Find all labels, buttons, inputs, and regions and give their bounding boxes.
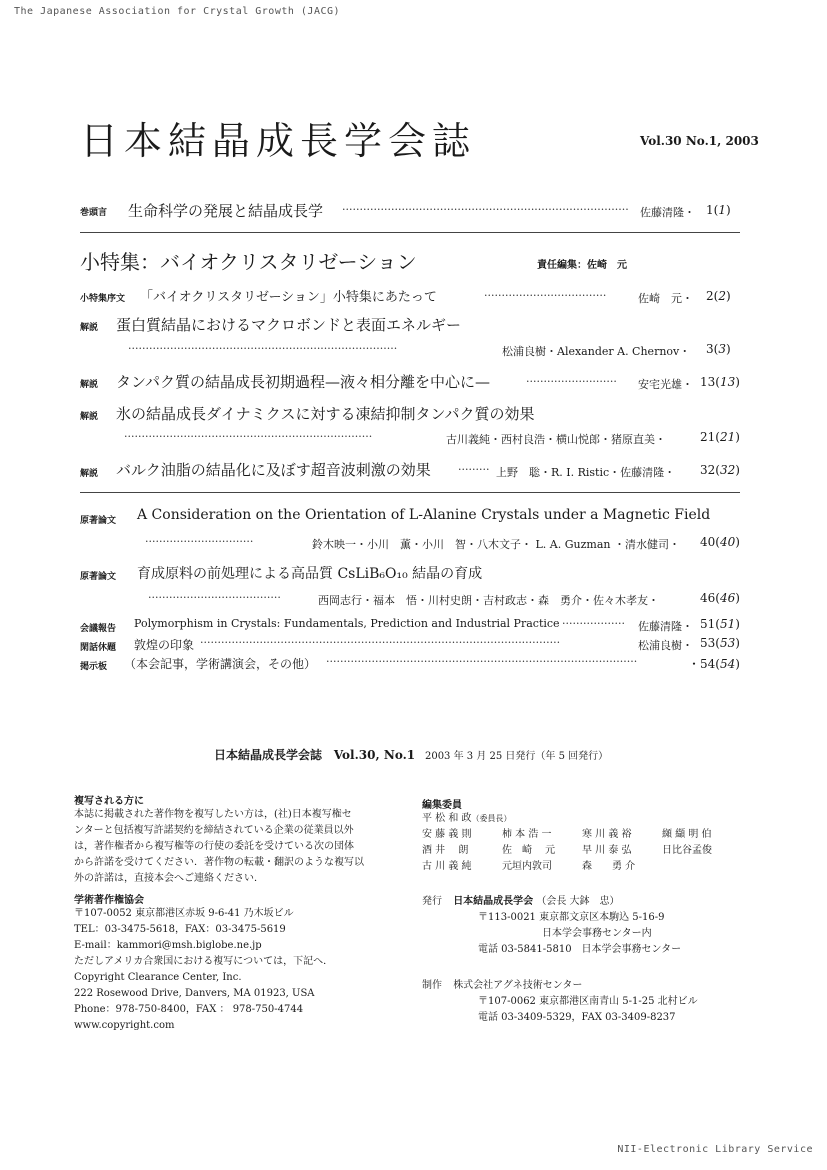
entry-page: 21(21): [700, 430, 740, 444]
issue-line: [214, 746, 608, 763]
issue-date: 2003 年 3 月 25 日発行（年 5 回発行）: [424, 751, 609, 762]
entry-author: 佐藤清隆・: [640, 206, 695, 219]
usa-line: ただしアメリカ合衆国における複写については，下記へ．: [74, 956, 334, 967]
entry-tag: 原著論文: [80, 516, 117, 526]
publisher-name: 日本結晶成長学会: [453, 896, 534, 907]
assoc-phone: TEL：03-3475-5618，FAX：03-3475-5619: [74, 924, 286, 935]
editors-heading: 編集委員: [422, 800, 462, 811]
entry-tag: 掲示板: [80, 662, 108, 672]
leader-dots: ···································: [484, 289, 607, 302]
usa-line: Phone：978-750-8400，FAX ： 978-750-4744: [74, 1004, 304, 1015]
entry-tag: 巻頭言: [80, 208, 108, 218]
publisher-block: [422, 894, 762, 958]
editors-row: 酒 井 朗 佐 崎 元 早 川 泰 弘 日比谷孟俊: [422, 845, 712, 856]
volume-label: Vol.30 No.1, 2003: [640, 134, 759, 148]
entry-page: 1(1): [706, 203, 731, 217]
copyright-line: 外の許諾は，直接本会へご連絡ください．: [74, 873, 264, 884]
editors-row: 安 藤 義 則 柿 本 浩 一 寒 川 義 裕 纐 纈 明 伯: [422, 829, 712, 840]
entry-page: 3(3): [706, 342, 731, 356]
leader-dots: ·········: [458, 463, 490, 476]
entry-author: 佐藤清隆・: [638, 620, 693, 633]
copyright-line: から許諾を受けてください．著作物の転載・翻訳のような複写以: [74, 857, 364, 868]
assoc-heading: 学術著作権協会: [74, 895, 144, 906]
entry-tag: 解説: [80, 380, 99, 390]
leader-dots: ··················································································: [342, 203, 629, 216]
entry-tag: 解説: [80, 412, 99, 422]
leader-dots: ··················: [562, 617, 625, 630]
entry-author: 松浦良樹・: [638, 639, 693, 652]
special-feature-title: 小特集：バイオクリスタリゼーション: [80, 250, 417, 274]
leader-dots: ··························: [526, 375, 617, 388]
entry-tag: 小特集序文: [80, 294, 126, 304]
assoc-address: 〒107-0052 東京都港区赤坂 9-6-41 乃木坂ビル: [74, 908, 294, 919]
leader-dots: ·······································································································: [200, 636, 561, 649]
entry-author: 古川義純・西村良浩・横山悦郎・猪原直美・: [446, 433, 666, 446]
entry-author: 鈴木映一・小川 薫・小川 智・八木文子・ L. A. Guzman ・清水健司・: [312, 538, 680, 551]
entry-title: （本会記事，学術講演会，その他）: [124, 657, 317, 671]
entry-tag: 解説: [80, 323, 99, 333]
usa-line: Copyright Clearance Center, Inc.: [74, 972, 242, 983]
entry-author: 安宅光雄・: [638, 378, 693, 391]
publisher-office: 日本学会事務センター内: [542, 928, 652, 939]
entry-tag: 原著論文: [80, 572, 117, 582]
library-footer: NII-Electronic Library Service: [617, 1144, 813, 1155]
entry-title: 育成原料の前処理による高品質 CsLiB₆O₁₀ 結晶の育成: [137, 566, 483, 582]
association-header: The Japanese Association for Crystal Growth (JACG): [14, 6, 341, 17]
special-editor: 責任編集：佐崎 元: [537, 260, 627, 271]
issue-journal-name: 日本結晶成長学会誌: [214, 748, 323, 762]
entry-title: 生命科学の発展と結晶成長学: [128, 202, 324, 220]
leader-dots: ·······································································: [124, 430, 373, 443]
production-label: 制作: [422, 980, 442, 991]
entry-tag: 閑話休題: [80, 643, 117, 653]
leader-dots: ·············································································: [128, 342, 398, 355]
entry-title: 蛋白質結晶におけるマクロボンドと表面エネルギー: [116, 316, 462, 334]
entry-author: 上野 聡・R. I. Ristic・佐藤清隆・: [496, 466, 676, 479]
publisher-label: 発行: [422, 896, 442, 907]
production-block: [422, 978, 762, 1026]
entry-author: 佐崎 元・: [638, 292, 693, 305]
assoc-email[interactable]: E-mail：kammori@msh.biglobe.ne.jp: [74, 940, 262, 951]
copyright-line: ンターと包括複写許諾契約を締結されている企業の従業員以外: [74, 825, 354, 836]
entry-title: タンパク質の結晶成長初期過程—液々相分離を中心に—: [116, 373, 490, 391]
publisher-address: 〒113-0021 東京都文京区本駒込 5-16-9: [478, 912, 665, 923]
copyright-block: [74, 792, 404, 1034]
entry-page: 53(53): [700, 636, 740, 650]
entry-title: 「バイオクリスタリゼーション」小特集にあたって: [140, 290, 437, 305]
publisher-phone: 電話 03-5841-5810 日本学会事務センター: [478, 944, 682, 955]
entry-title: バルク油脂の結晶化に及ぼす超音波刺激の効果: [116, 461, 431, 479]
usa-url[interactable]: www.copyright.com: [74, 1020, 175, 1031]
issue-volume: Vol.30, No.1: [333, 748, 416, 762]
usa-line: 222 Rosewood Drive, Danvers, MA 01923, USA: [74, 988, 315, 999]
copyright-heading: 複写される方に: [74, 796, 144, 807]
entry-page: 40(40): [700, 535, 740, 549]
production-name: 株式会社アグネ技術センター: [453, 980, 583, 991]
entry-author: 松浦良樹・Alexander A. Chernov・: [502, 345, 691, 358]
production-address: 〒107-0062 東京都港区南青山 5-1-25 北村ビル: [478, 996, 698, 1007]
divider: [80, 492, 740, 493]
entry-title: Polymorphism in Crystals: Fundamentals, Prediction and Industrial Practice: [134, 617, 560, 630]
entry-page: ・54(54): [688, 657, 740, 671]
editors-chair: 平 松 和 政（委員長）: [422, 813, 512, 824]
entry-page: 13(13): [700, 375, 740, 389]
entry-tag: 解説: [80, 469, 99, 479]
entry-page: 46(46): [700, 591, 740, 605]
entry-author: 西岡志行・福本 悟・川村史朗・吉村政志・森 勇介・佐々木孝友・: [318, 594, 659, 607]
divider: [80, 232, 740, 233]
entry-tag: 会議報告: [80, 624, 117, 634]
entry-page: 2(2): [706, 289, 731, 303]
leader-dots: ·······························: [145, 535, 254, 548]
journal-title: 日本結晶成長学会誌: [80, 119, 477, 163]
copyright-line: は，著作権者から複写権等の行使の委託を受けている次の団体: [74, 841, 354, 852]
editors-row: 古 川 義 純 元垣内敦司 森 勇 介: [422, 861, 636, 872]
leader-dots: ······································: [148, 591, 281, 604]
entry-title: A Consideration on the Orientation of L-Alanine Crystals under a Magnetic Field: [137, 507, 711, 523]
entry-title: 氷の結晶成長ダイナミクスに対する凍結抑制タンパク質の効果: [116, 405, 535, 423]
production-phone: 電話 03-3409-5329，FAX 03-3409-8237: [478, 1012, 676, 1023]
leader-dots: ·························································································: [326, 655, 638, 668]
copyright-line: 本誌に掲載された著作物を複写したい方は，(社)日本複写権セ: [74, 809, 352, 820]
entry-title: 敦煌の印象: [134, 638, 195, 652]
publisher-president: （会長 大鉢 忠）: [536, 896, 620, 907]
entry-page: 51(51): [700, 617, 740, 631]
editors-block: [422, 796, 752, 875]
entry-page: 32(32): [700, 463, 740, 477]
